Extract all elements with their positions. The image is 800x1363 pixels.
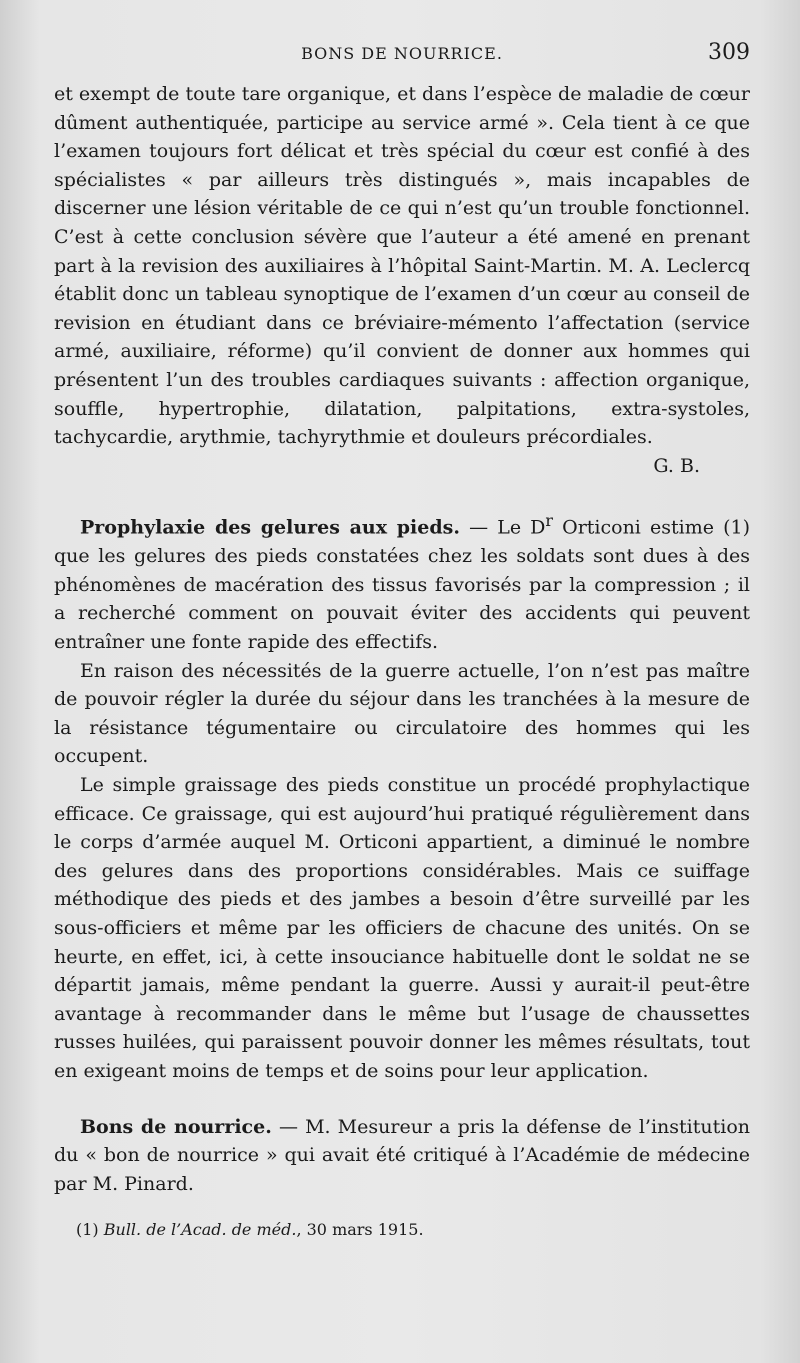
section-prophylaxie-dash: — Le D — [459, 516, 546, 539]
section-prophylaxie-text: Orticoni estime (1) que les gelures des pieds constatées chez les soldats sont dues à des phénomènes de macération des tissus favorisés par la compression ; il a recherché comment on pouvait éviter des accidents qui peuvent entraîner une fonte rapide des effectifs. — [54, 516, 750, 654]
footnote-source: Bull. de l’Acad. de méd. — [103, 1220, 297, 1240]
section-prophylaxie — [54, 507, 750, 1085]
footnote — [54, 1218, 750, 1242]
running-head — [54, 40, 750, 76]
section-bons-text: — M. Mesureur a pris la défense de l’institution du « bon de nourrice » qui avait été critiqué à l’Académie de médecine par M. Pinard. — [54, 1115, 750, 1195]
running-title: BONS DE NOURRICE. — [301, 44, 503, 63]
footnote-marker: (1) — [76, 1220, 104, 1240]
section-bons-paragraph — [54, 1113, 750, 1199]
section-prophylaxie-title: Prophylaxie des gelures aux pieds. — [80, 516, 460, 539]
footnote-date: , 30 mars 1915. — [296, 1220, 424, 1240]
page-number: 309 — [708, 40, 750, 65]
review-paragraph: et exempt de toute tare organique, et dans l’espèce de maladie de cœur dûment authentiquée, participe au service armé ». Cela tient à ce que l’examen toujours fort délicat et très spécial du cœur est confié à des spécialistes « par ailleurs très distingués », mais incapables de discerner une lésion véritable de ce qui n’est qu’un trouble fonctionnel. C’est à cette conclusion sévère que l’auteur a été amené en prenant part à la revision des auxiliaires à l’hôpital Saint-Martin. M. A. Leclercq établit donc un tableau synoptique de l’examen d’un cœur au conseil de revision en étudiant dans ce bréviaire-mémento l’affectation (service armé, auxiliaire, réforme) qu’il convient de donner aux hommes qui présentent l’un des troubles cardiaques suivants : affection organique, souffle, hypertrophie, dilatation, palpitations, extra-systoles, tachycardie, arythmie, tachyrythmie et douleurs précordiales. — [54, 83, 750, 449]
section-prophylaxie-paragraph-3: Le simple graissage des pieds constitue un procédé prophylactique efficace. Ce graissage, qui est aujourd’hui pratiqué régulièrement dans le corps d’armée auquel M. Orticoni appartient, a diminué le nombre des gelures dans des proportions considérables. Mais ce suiffage méthodique des pieds et des jambes a besoin d’être surveillé par les sous-officiers et même par les officiers de chacune des unités. On se heurte, en effet, ici, à cette insouciance habituelle dont le soldat ne se départit jamais, même pendant la guerre. Aussi y aurait-il peut-être avantage à recommander dans le même but l’usage de chaussettes russes huilées, qui paraissent pouvoir donner les mêmes résultats, tout en exigeant moins de temps et de soins pour leur application. — [54, 773, 750, 1082]
section-bons-de-nourrice — [54, 1113, 750, 1199]
section-prophylaxie-paragraph-2: En raison des nécessités de la guerre actuelle, l’on n’est pas maître de pouvoir régler la durée du séjour dans les tranchées à la mesure de la résistance tégumentaire ou circulatoire des hommes qui les occupent. — [54, 659, 750, 768]
section-prophylaxie-paragraph-1 — [54, 507, 750, 656]
section-bons-title: Bons de nourrice. — [80, 1115, 272, 1138]
doctor-superscript: r — [545, 511, 553, 531]
review-signature: G. B. — [653, 454, 700, 477]
